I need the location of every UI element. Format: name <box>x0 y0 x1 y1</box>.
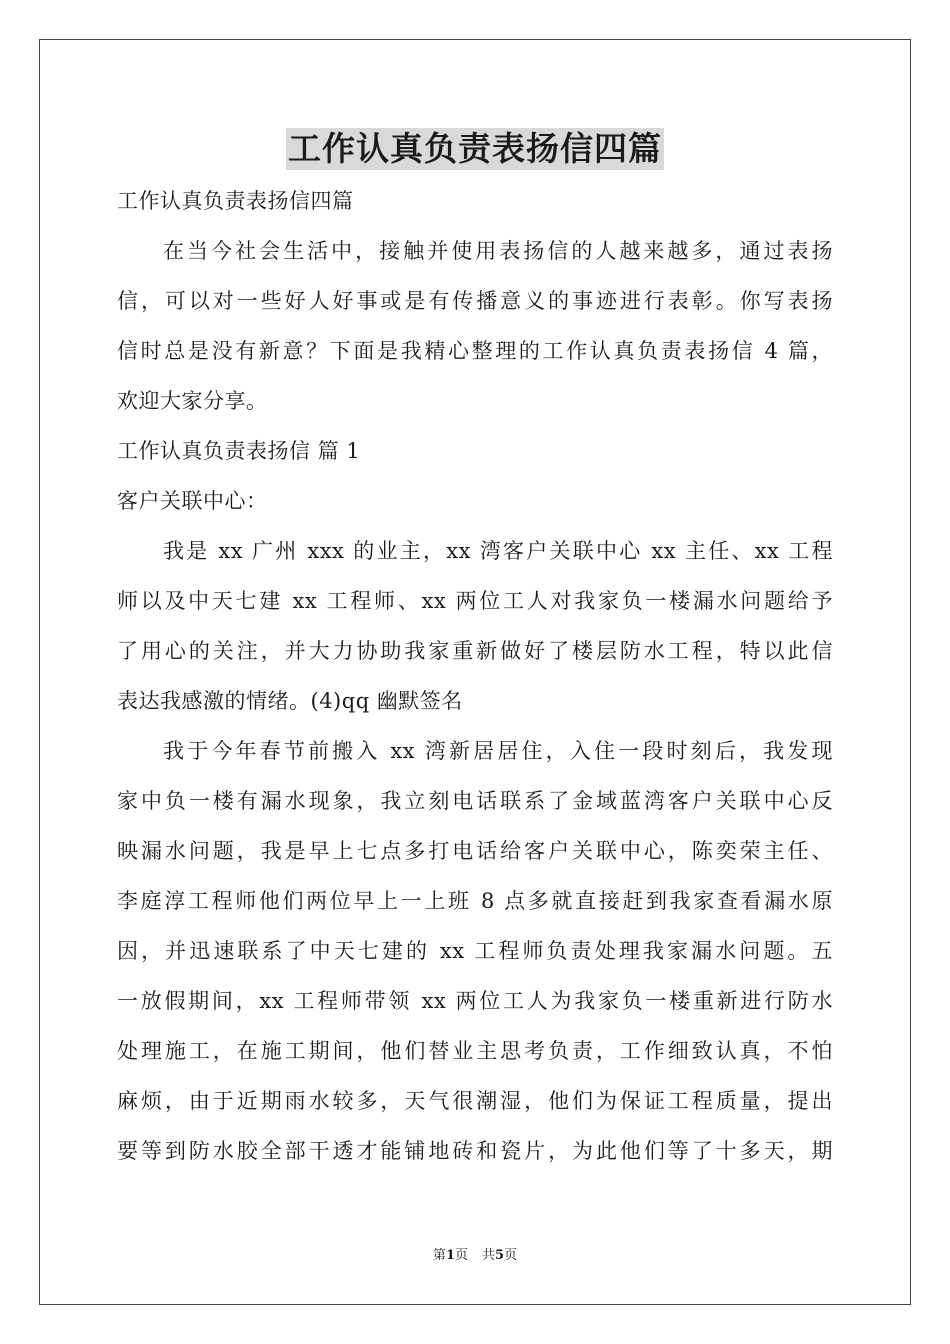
document-title: 工作认真负责表扬信四篇 <box>288 129 662 168</box>
page-prefix: 第 <box>432 1248 446 1263</box>
total-pages-number: 5 <box>495 1248 505 1263</box>
current-page-number: 1 <box>445 1248 455 1263</box>
document-body <box>117 176 833 1176</box>
text-line: 表达我感激的情绪。(4)qq 幽默签名 <box>117 689 463 713</box>
text-line: 处理施工，在施工期间，他们替业主思考负责，工作细致认真，不怕 <box>117 1039 833 1063</box>
text-line: 要等到防水胶全部干透才能铺地砖和瓷片，为此他们等了十多天，期 <box>117 1139 833 1163</box>
text-line: 因，并迅速联系了中天七建的 xx 工程师负责处理我家漏水问题。五 <box>117 939 833 963</box>
text-line: 我于今年春节前搬入 xx 湾新居居住，入住一段时刻后，我发现 <box>163 739 833 763</box>
page-footer <box>0 1247 950 1265</box>
title-container <box>0 128 950 170</box>
text-line: 李庭淳工程师他们两位早上一上班 8 点多就直接赶到我家查看漏水原 <box>117 889 833 913</box>
text-line: 我是 xx 广州 xxx 的业主，xx 湾客户关联中心 xx 主任、xx 工程 <box>163 539 833 563</box>
text-line: 欢迎大家分享。 <box>117 389 268 413</box>
text-line: 麻烦，由于近期雨水较多，天气很潮湿，他们为保证工程质量，提出 <box>117 1089 833 1113</box>
text-line: 工作认真负责表扬信 篇 1 <box>117 439 361 463</box>
text-line: 信，可以对一些好人好事或是有传播意义的事迹进行表彰。你写表扬 <box>117 289 833 313</box>
text-line: 在当今社会生活中，接触并使用表扬信的人越来越多，通过表扬 <box>163 239 833 263</box>
text-line: 了用心的关注，并大力协助我家重新做好了楼层防水工程，特以此信 <box>117 639 833 663</box>
text-line: 家中负一楼有漏水现象，我立刻电话联系了金域蓝湾客户关联中心反 <box>117 789 833 813</box>
text-line: 信时总是没有新意？下面是我精心整理的工作认真负责表扬信 4 篇， <box>117 339 833 363</box>
text-line: 师以及中天七建 xx 工程师、xx 两位工人对我家负一楼漏水问题给予 <box>117 589 833 613</box>
total-prefix: 共 <box>482 1248 496 1263</box>
page-suffix: 页 <box>454 1248 468 1263</box>
text-line: 映漏水问题，我是早上七点多打电话给客户关联中心，陈奕荣主任、 <box>117 839 833 863</box>
text-line: 工作认真负责表扬信四篇 <box>117 189 354 213</box>
total-suffix: 页 <box>504 1248 518 1263</box>
text-line: 一放假期间，xx 工程师带领 xx 两位工人为我家负一楼重新进行防水 <box>117 989 833 1013</box>
text-line: 客户关联中心： <box>117 489 268 513</box>
